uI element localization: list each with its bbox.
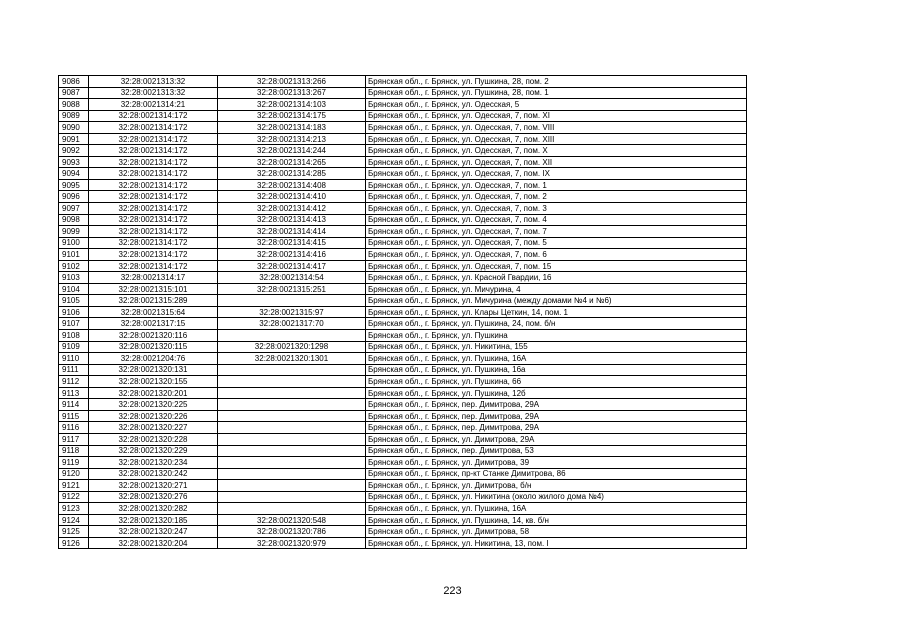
address-cell: Брянская обл., г. Брянск, ул. Димитрова, 58 <box>366 526 747 538</box>
object-cadastral-number-cell: 32:28:0021314:416 <box>218 249 366 261</box>
row-number-cell: 9110 <box>59 353 89 365</box>
row-number-cell: 9104 <box>59 283 89 295</box>
land-cadastral-number-cell: 32:28:0021320:116 <box>89 330 218 342</box>
row-number-cell: 9108 <box>59 330 89 342</box>
table-row <box>59 341 747 353</box>
object-cadastral-number-cell <box>218 422 366 434</box>
land-cadastral-number-cell: 32:28:0021314:172 <box>89 203 218 215</box>
row-number-cell: 9096 <box>59 191 89 203</box>
land-cadastral-number-cell: 32:28:0021320:155 <box>89 376 218 388</box>
address-cell: Брянская обл., г. Брянск, пер. Димитрова, 53 <box>366 445 747 457</box>
object-cadastral-number-cell: 32:28:0021314:265 <box>218 156 366 168</box>
row-number-cell: 9120 <box>59 468 89 480</box>
table-row <box>59 433 747 445</box>
address-cell: Брянская обл., г. Брянск, ул. Одесская, 7, пом. 15 <box>366 260 747 272</box>
row-number-cell: 9123 <box>59 503 89 515</box>
land-cadastral-number-cell: 32:28:0021320:226 <box>89 410 218 422</box>
object-cadastral-number-cell: 32:28:0021320:786 <box>218 526 366 538</box>
object-cadastral-number-cell: 32:28:0021314:213 <box>218 133 366 145</box>
address-cell: Брянская обл., г. Брянск, ул. Одесская, 7, пом. X <box>366 145 747 157</box>
land-cadastral-number-cell: 32:28:0021320:247 <box>89 526 218 538</box>
table-row <box>59 387 747 399</box>
object-cadastral-number-cell <box>218 364 366 376</box>
row-number-cell: 9089 <box>59 110 89 122</box>
address-cell: Брянская обл., г. Брянск, ул. Одесская, 7, пом. 6 <box>366 249 747 261</box>
object-cadastral-number-cell: 32:28:0021314:408 <box>218 179 366 191</box>
row-number-cell: 9090 <box>59 122 89 134</box>
land-cadastral-number-cell: 32:28:0021320:229 <box>89 445 218 457</box>
table-row <box>59 445 747 457</box>
object-cadastral-number-cell <box>218 387 366 399</box>
address-cell: Брянская обл., г. Брянск, ул. Одесская, 7, пом. 2 <box>366 191 747 203</box>
table-row <box>59 491 747 503</box>
object-cadastral-number-cell: 32:28:0021317:70 <box>218 318 366 330</box>
land-cadastral-number-cell: 32:28:0021320:204 <box>89 537 218 549</box>
row-number-cell: 9109 <box>59 341 89 353</box>
address-cell: Брянская обл., г. Брянск, ул. Пушкина, 28, пом. 2 <box>366 76 747 88</box>
table-row <box>59 503 747 515</box>
land-cadastral-number-cell: 32:28:0021320:276 <box>89 491 218 503</box>
land-cadastral-number-cell: 32:28:0021320:234 <box>89 457 218 469</box>
address-cell: Брянская обл., г. Брянск, ул. Пушкина <box>366 330 747 342</box>
land-cadastral-number-cell: 32:28:0021320:228 <box>89 433 218 445</box>
address-cell: Брянская обл., г. Брянск, ул. Пушкина, 16а <box>366 364 747 376</box>
object-cadastral-number-cell: 32:28:0021320:548 <box>218 514 366 526</box>
address-cell: Брянская обл., г. Брянск, ул. Одесская, 7, пом. VIII <box>366 122 747 134</box>
object-cadastral-number-cell <box>218 445 366 457</box>
row-number-cell: 9092 <box>59 145 89 157</box>
land-cadastral-number-cell: 32:28:0021320:271 <box>89 480 218 492</box>
land-cadastral-number-cell: 32:28:0021204:76 <box>89 353 218 365</box>
row-number-cell: 9103 <box>59 272 89 284</box>
row-number-cell: 9115 <box>59 410 89 422</box>
address-cell: Брянская обл., г. Брянск, ул. Мичурина (между домами №4 и №6) <box>366 295 747 307</box>
address-cell: Брянская обл., г. Брянск, ул. Одесская, 7, пом. XI <box>366 110 747 122</box>
row-number-cell: 9101 <box>59 249 89 261</box>
table-row <box>59 364 747 376</box>
land-cadastral-number-cell: 32:28:0021320:282 <box>89 503 218 515</box>
table-row <box>59 168 747 180</box>
table-row <box>59 191 747 203</box>
object-cadastral-number-cell: 32:28:0021314:414 <box>218 226 366 238</box>
table-row <box>59 145 747 157</box>
address-cell: Брянская обл., г. Брянск, ул. Красной Гвардии, 16 <box>366 272 747 284</box>
table-row <box>59 306 747 318</box>
object-cadastral-number-cell <box>218 491 366 503</box>
table-row <box>59 249 747 261</box>
land-cadastral-number-cell: 32:28:0021314:17 <box>89 272 218 284</box>
land-cadastral-number-cell: 32:28:0021314:172 <box>89 110 218 122</box>
row-number-cell: 9111 <box>59 364 89 376</box>
address-cell: Брянская обл., г. Брянск, ул. Одесская, 7, пом. IX <box>366 168 747 180</box>
land-cadastral-number-cell: 32:28:0021320:242 <box>89 468 218 480</box>
row-number-cell: 9114 <box>59 399 89 411</box>
row-number-cell: 9119 <box>59 457 89 469</box>
address-cell: Брянская обл., г. Брянск, ул. Одесская, 7, пом. 5 <box>366 237 747 249</box>
table-row <box>59 110 747 122</box>
land-cadastral-number-cell: 32:28:0021314:172 <box>89 145 218 157</box>
land-cadastral-number-cell: 32:28:0021314:172 <box>89 122 218 134</box>
address-cell: Брянская обл., г. Брянск, ул. Пушкина, 28, пом. 1 <box>366 87 747 99</box>
row-number-cell: 9106 <box>59 306 89 318</box>
object-cadastral-number-cell: 32:28:0021320:1298 <box>218 341 366 353</box>
table-row <box>59 283 747 295</box>
table-row <box>59 399 747 411</box>
land-cadastral-number-cell: 32:28:0021317:15 <box>89 318 218 330</box>
object-cadastral-number-cell: 32:28:0021314:183 <box>218 122 366 134</box>
address-cell: Брянская обл., г. Брянск, ул. Клары Цеткин, 14, пом. 1 <box>366 306 747 318</box>
land-cadastral-number-cell: 32:28:0021314:172 <box>89 191 218 203</box>
address-cell: Брянская обл., г. Брянск, ул. Пушкина, 24, пом. б/н <box>366 318 747 330</box>
address-cell: Брянская обл., г. Брянск, ул. Димитрова, б/н <box>366 480 747 492</box>
table-row <box>59 87 747 99</box>
row-number-cell: 9105 <box>59 295 89 307</box>
row-number-cell: 9098 <box>59 214 89 226</box>
property-register-table <box>58 75 747 549</box>
object-cadastral-number-cell: 32:28:0021320:1301 <box>218 353 366 365</box>
object-cadastral-number-cell: 32:28:0021314:413 <box>218 214 366 226</box>
land-cadastral-number-cell: 32:28:0021320:201 <box>89 387 218 399</box>
address-cell: Брянская обл., г. Брянск, пр-кт Станке Димитрова, 86 <box>366 468 747 480</box>
table-row <box>59 353 747 365</box>
object-cadastral-number-cell <box>218 410 366 422</box>
address-cell: Брянская обл., г. Брянск, ул. Одесская, 7, пом. XII <box>366 156 747 168</box>
address-cell: Брянская обл., г. Брянск, ул. Пушкина, 16А <box>366 503 747 515</box>
land-cadastral-number-cell: 32:28:0021320:131 <box>89 364 218 376</box>
land-cadastral-number-cell: 32:28:0021314:172 <box>89 133 218 145</box>
row-number-cell: 9102 <box>59 260 89 272</box>
land-cadastral-number-cell: 32:28:0021315:289 <box>89 295 218 307</box>
object-cadastral-number-cell <box>218 330 366 342</box>
table-row <box>59 330 747 342</box>
table-row <box>59 410 747 422</box>
land-cadastral-number-cell: 32:28:0021314:172 <box>89 214 218 226</box>
address-cell: Брянская обл., г. Брянск, ул. Пушкина, 66 <box>366 376 747 388</box>
page-number: 223 <box>443 585 462 597</box>
table-row <box>59 203 747 215</box>
object-cadastral-number-cell <box>218 399 366 411</box>
table-row <box>59 295 747 307</box>
address-cell: Брянская обл., г. Брянск, ул. Одесская, 7, пом. 1 <box>366 179 747 191</box>
object-cadastral-number-cell <box>218 480 366 492</box>
address-cell: Брянская обл., г. Брянск, ул. Никитина, 155 <box>366 341 747 353</box>
row-number-cell: 9122 <box>59 491 89 503</box>
table-row <box>59 480 747 492</box>
row-number-cell: 9113 <box>59 387 89 399</box>
row-number-cell: 9121 <box>59 480 89 492</box>
row-number-cell: 9088 <box>59 99 89 111</box>
land-cadastral-number-cell: 32:28:0021314:172 <box>89 260 218 272</box>
row-number-cell: 9116 <box>59 422 89 434</box>
land-cadastral-number-cell: 32:28:0021313:32 <box>89 76 218 88</box>
land-cadastral-number-cell: 32:28:0021315:64 <box>89 306 218 318</box>
table-row <box>59 214 747 226</box>
row-number-cell: 9087 <box>59 87 89 99</box>
row-number-cell: 9100 <box>59 237 89 249</box>
object-cadastral-number-cell: 32:28:0021314:285 <box>218 168 366 180</box>
table-row <box>59 526 747 538</box>
address-cell: Брянская обл., г. Брянск, ул. Никитина (около жилого дома №4) <box>366 491 747 503</box>
address-cell: Брянская обл., г. Брянск, пер. Димитрова, 29А <box>366 422 747 434</box>
address-cell: Брянская обл., г. Брянск, ул. Никитина, 13, пом. I <box>366 537 747 549</box>
table-row <box>59 376 747 388</box>
address-cell: Брянская обл., г. Брянск, ул. Одесская, 7, пом. 4 <box>366 214 747 226</box>
land-cadastral-number-cell: 32:28:0021314:172 <box>89 226 218 238</box>
address-cell: Брянская обл., г. Брянск, ул. Пушкина, 16А <box>366 353 747 365</box>
land-cadastral-number-cell: 32:28:0021314:172 <box>89 249 218 261</box>
row-number-cell: 9097 <box>59 203 89 215</box>
land-cadastral-number-cell: 32:28:0021320:227 <box>89 422 218 434</box>
address-cell: Брянская обл., г. Брянск, пер. Димитрова, 29А <box>366 399 747 411</box>
table-row <box>59 468 747 480</box>
object-cadastral-number-cell: 32:28:0021313:267 <box>218 87 366 99</box>
address-cell: Брянская обл., г. Брянск, пер. Димитрова, 29А <box>366 410 747 422</box>
address-cell: Брянская обл., г. Брянск, ул. Димитрова, 29А <box>366 433 747 445</box>
object-cadastral-number-cell: 32:28:0021314:410 <box>218 191 366 203</box>
table-row <box>59 226 747 238</box>
table-row <box>59 179 747 191</box>
table-row <box>59 133 747 145</box>
row-number-cell: 9118 <box>59 445 89 457</box>
object-cadastral-number-cell <box>218 376 366 388</box>
object-cadastral-number-cell: 32:28:0021314:54 <box>218 272 366 284</box>
table-row <box>59 260 747 272</box>
object-cadastral-number-cell: 32:28:0021320:979 <box>218 537 366 549</box>
table-row <box>59 237 747 249</box>
address-cell: Брянская обл., г. Брянск, ул. Пушкина, 14, кв. б/н <box>366 514 747 526</box>
address-cell: Брянская обл., г. Брянск, ул. Мичурина, 4 <box>366 283 747 295</box>
object-cadastral-number-cell: 32:28:0021314:244 <box>218 145 366 157</box>
land-cadastral-number-cell: 32:28:0021314:172 <box>89 168 218 180</box>
object-cadastral-number-cell: 32:28:0021313:266 <box>218 76 366 88</box>
address-cell: Брянская обл., г. Брянск, ул. Одесская, 5 <box>366 99 747 111</box>
address-cell: Брянская обл., г. Брянск, ул. Одесская, 7, пом. XIII <box>366 133 747 145</box>
row-number-cell: 9095 <box>59 179 89 191</box>
table-row <box>59 156 747 168</box>
address-cell: Брянская обл., г. Брянск, ул. Одесская, 7, пом. 3 <box>366 203 747 215</box>
table-row <box>59 76 747 88</box>
object-cadastral-number-cell <box>218 295 366 307</box>
object-cadastral-number-cell: 32:28:0021314:417 <box>218 260 366 272</box>
object-cadastral-number-cell: 32:28:0021314:415 <box>218 237 366 249</box>
table-row <box>59 537 747 549</box>
object-cadastral-number-cell <box>218 457 366 469</box>
row-number-cell: 9091 <box>59 133 89 145</box>
row-number-cell: 9086 <box>59 76 89 88</box>
land-cadastral-number-cell: 32:28:0021320:185 <box>89 514 218 526</box>
table-row <box>59 318 747 330</box>
row-number-cell: 9112 <box>59 376 89 388</box>
object-cadastral-number-cell: 32:28:0021314:175 <box>218 110 366 122</box>
object-cadastral-number-cell: 32:28:0021314:412 <box>218 203 366 215</box>
table-row <box>59 422 747 434</box>
table-row <box>59 99 747 111</box>
row-number-cell: 9094 <box>59 168 89 180</box>
row-number-cell: 9125 <box>59 526 89 538</box>
object-cadastral-number-cell <box>218 468 366 480</box>
table-row <box>59 457 747 469</box>
land-cadastral-number-cell: 32:28:0021315:101 <box>89 283 218 295</box>
land-cadastral-number-cell: 32:28:0021314:172 <box>89 237 218 249</box>
row-number-cell: 9093 <box>59 156 89 168</box>
object-cadastral-number-cell: 32:28:0021315:97 <box>218 306 366 318</box>
row-number-cell: 9117 <box>59 433 89 445</box>
row-number-cell: 9099 <box>59 226 89 238</box>
table-row <box>59 514 747 526</box>
register-table-body <box>59 76 747 549</box>
row-number-cell: 9107 <box>59 318 89 330</box>
object-cadastral-number-cell: 32:28:0021315:251 <box>218 283 366 295</box>
object-cadastral-number-cell <box>218 503 366 515</box>
row-number-cell: 9124 <box>59 514 89 526</box>
row-number-cell: 9126 <box>59 537 89 549</box>
land-cadastral-number-cell: 32:28:0021320:225 <box>89 399 218 411</box>
land-cadastral-number-cell: 32:28:0021314:172 <box>89 179 218 191</box>
table-row <box>59 272 747 284</box>
land-cadastral-number-cell: 32:28:0021313:32 <box>89 87 218 99</box>
object-cadastral-number-cell <box>218 433 366 445</box>
address-cell: Брянская обл., г. Брянск, ул. Пушкина, 12б <box>366 387 747 399</box>
table-row <box>59 122 747 134</box>
object-cadastral-number-cell: 32:28:0021314:103 <box>218 99 366 111</box>
address-cell: Брянская обл., г. Брянск, ул. Димитрова, 39 <box>366 457 747 469</box>
land-cadastral-number-cell: 32:28:0021320:115 <box>89 341 218 353</box>
address-cell: Брянская обл., г. Брянск, ул. Одесская, 7, пом. 7 <box>366 226 747 238</box>
land-cadastral-number-cell: 32:28:0021314:172 <box>89 156 218 168</box>
land-cadastral-number-cell: 32:28:0021314:21 <box>89 99 218 111</box>
